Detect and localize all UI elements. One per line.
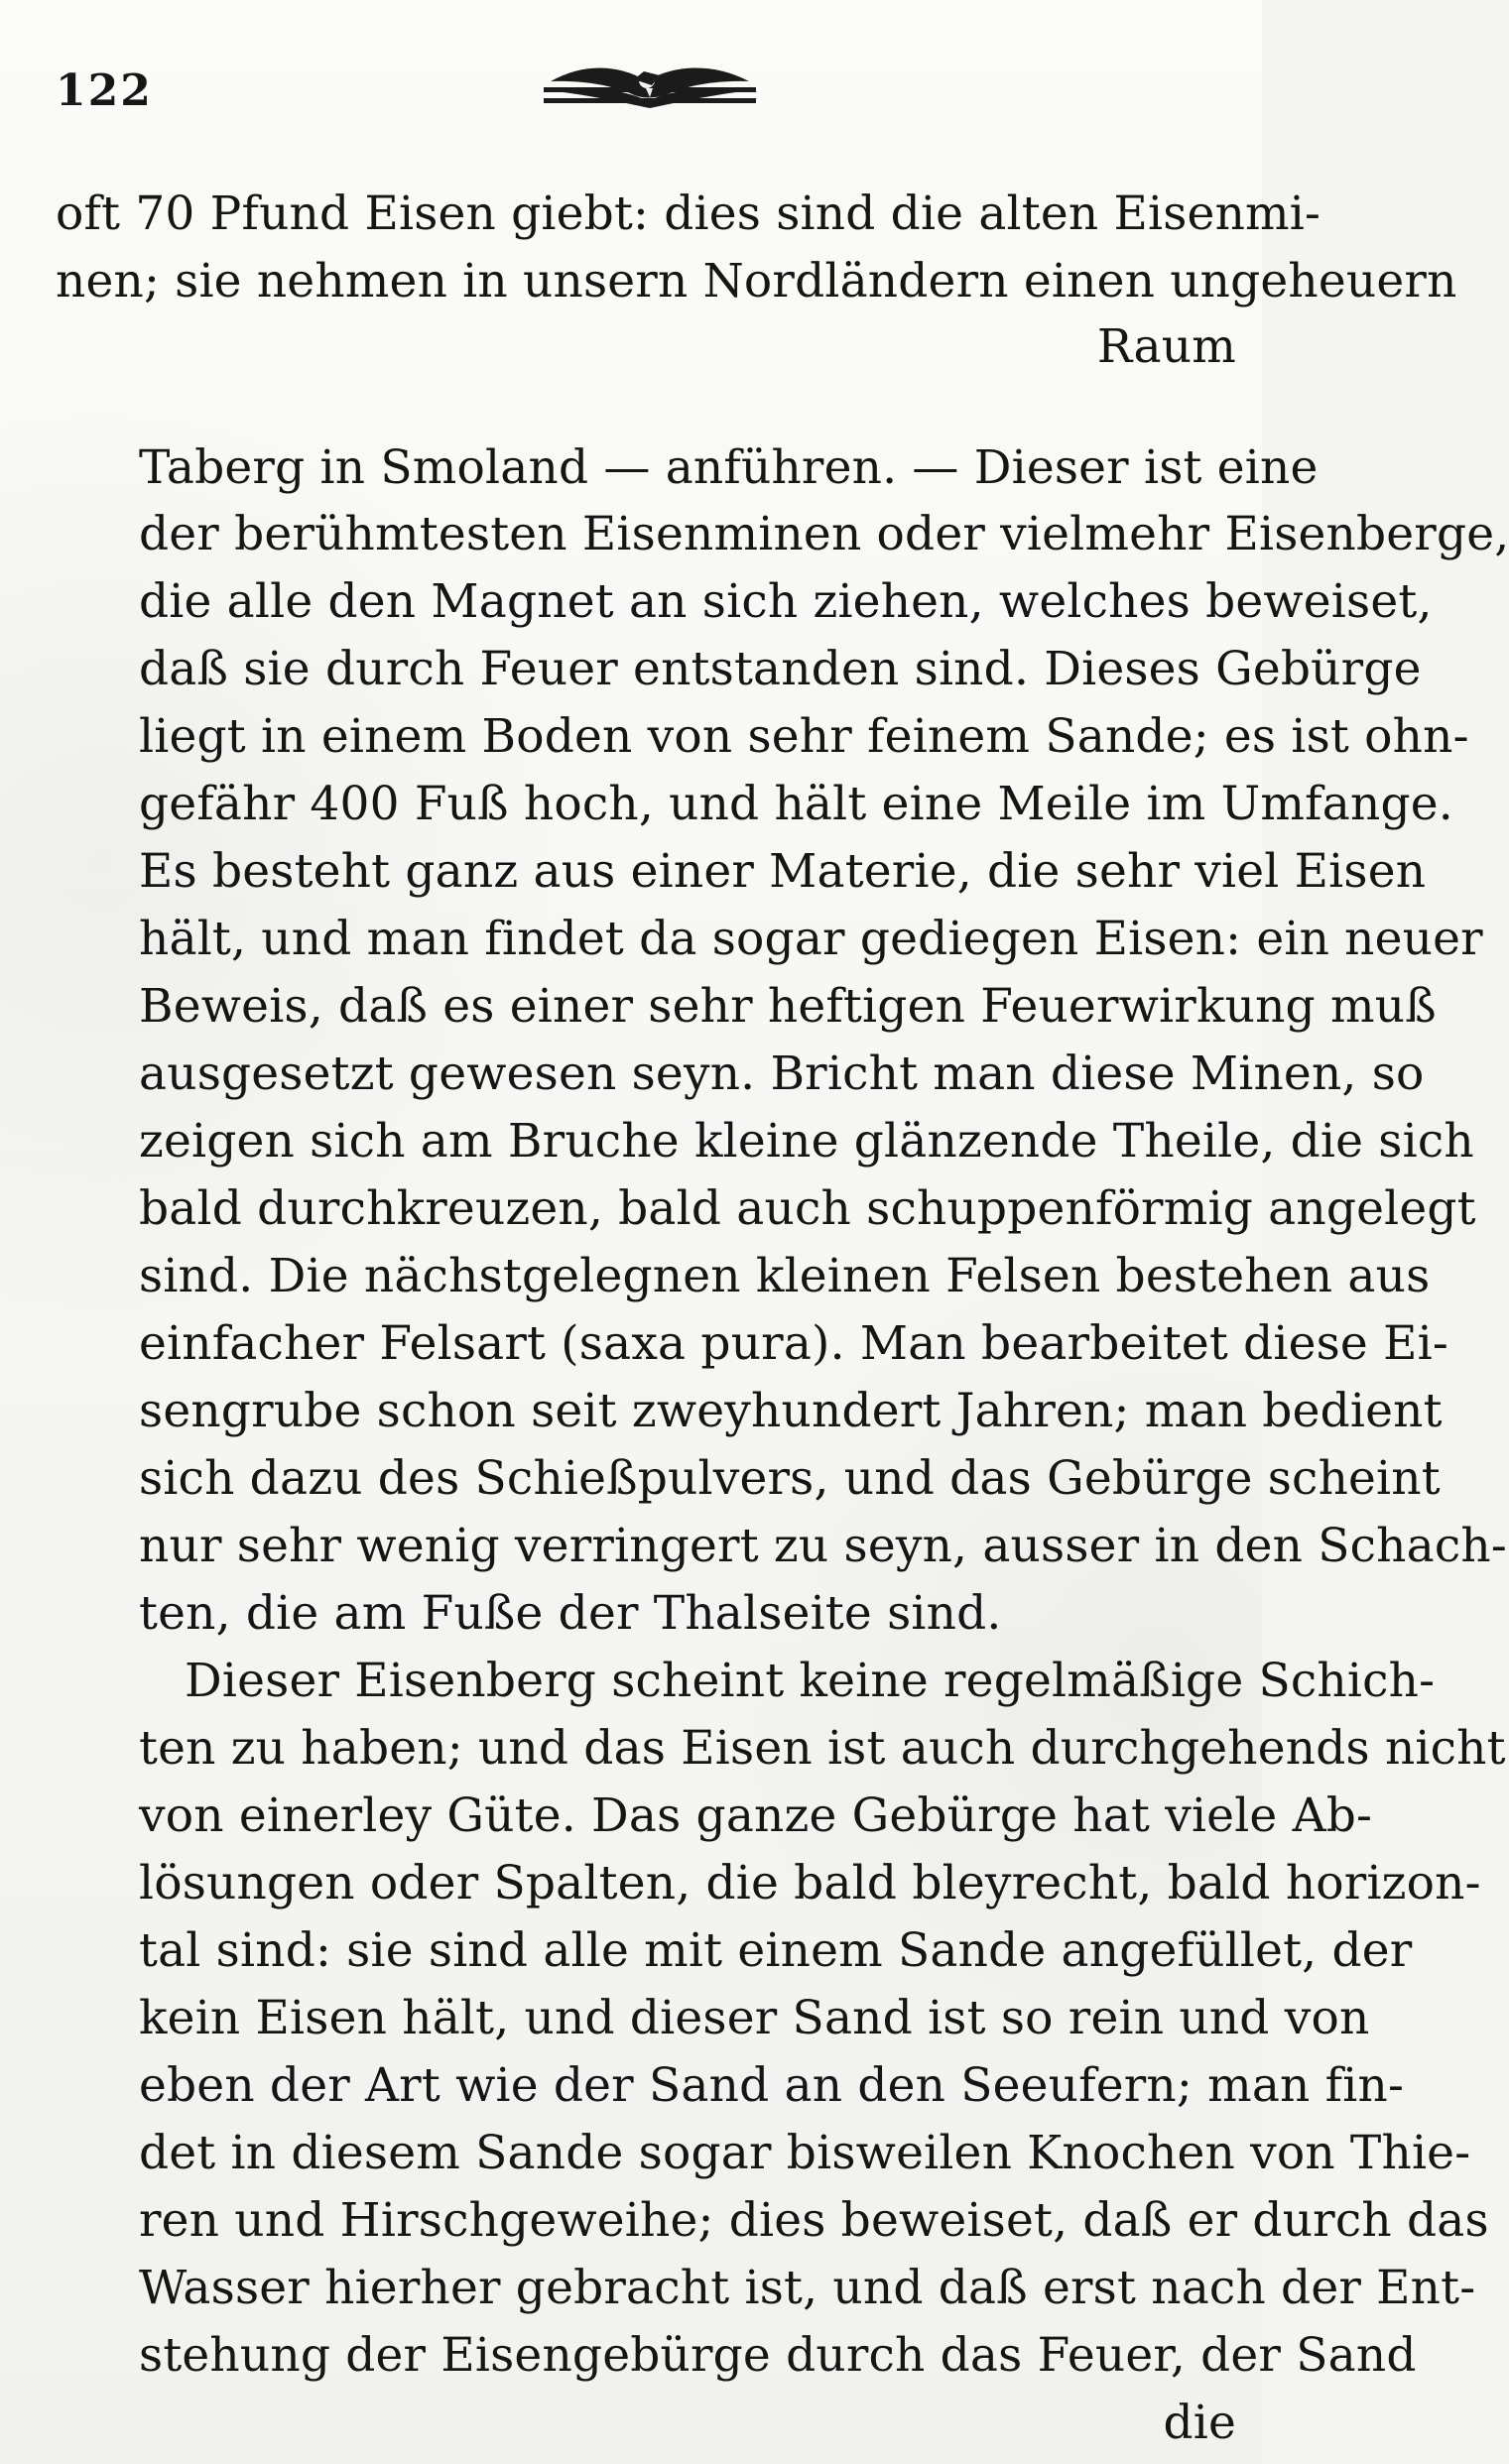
text-line: die alle den Magnet an sich ziehen, welches beweiset, (139, 574, 1433, 629)
text-line: bald durchkreuzen, bald auch schuppenförmig angelegt (139, 1181, 1476, 1236)
text-line: von einerley Güte. Das ganze Gebürge hat viele Ab- (139, 1788, 1373, 1843)
text-line: liegt in einem Boden von sehr feinem Sande; es ist ohn- (139, 709, 1469, 764)
text-line: nur sehr wenig verringert zu seyn, ausser in den Schach- (139, 1519, 1507, 1573)
text-line: einfacher Felsart (saxa pura). Man bearbeitet diese Ei- (139, 1316, 1448, 1371)
text-line: ten zu haben; und das Eisen ist auch durchgehends nicht (139, 1721, 1506, 1776)
page-number: 122 (56, 65, 153, 116)
page-ornament (544, 58, 756, 111)
text-line: oft 70 Pfund Eisen giebt: dies sind die alten Eisenmi- (56, 186, 1321, 241)
text-line: tal sind: sie sind alle mit einem Sande angefüllet, der (139, 1923, 1413, 1978)
text-line: Beweis, daß es einer sehr heftigen Feuerwirkung muß (139, 979, 1437, 1034)
text-line: Wasser hierher gebracht ist, und daß erst nach der Ent- (139, 2261, 1476, 2315)
text-line: Es besteht ganz aus einer Materie, die sehr viel Eisen (139, 844, 1427, 899)
text-line: stehung der Eisengebürge durch das Feuer, der Sand (139, 2328, 1417, 2383)
catchword: Raum (1096, 319, 1236, 374)
text-line: hält, und man findet da sogar gediegen Eisen: ein neuer (139, 912, 1483, 966)
text-line: der berühmtesten Eisenminen oder vielmehr Eisenberge, (139, 507, 1509, 561)
bottom-catchword: die (1163, 2396, 1236, 2450)
text-line: lösungen oder Spalten, die bald bleyrecht, bald horizon- (139, 1856, 1481, 1910)
text-line: sengrube schon seit zweyhundert Jahren; man bedient (139, 1384, 1443, 1438)
text-line: zeigen sich am Bruche kleine glänzende Theile, die sich (139, 1114, 1474, 1169)
text-line: kein Eisen hält, und dieser Sand ist so rein und von (139, 1991, 1370, 2045)
text-line: det in diesem Sande sogar bisweilen Knochen von Thie- (139, 2126, 1471, 2180)
text-line: nen; sie nehmen in unsern Nordländern einen ungeheuern (56, 254, 1457, 308)
text-line: gefähr 400 Fuß hoch, und hält eine Meile im Umfange. (139, 777, 1453, 831)
text-line: eben der Art wie der Sand an den Seeufern; man fin- (139, 2058, 1405, 2113)
text-line: ausgesetzt gewesen seyn. Bricht man diese Minen, so (139, 1047, 1425, 1101)
text-line: sich dazu des Schießpulvers, und das Gebürge scheint (139, 1451, 1441, 1506)
text-line: Taberg in Smoland — anführen. — Dieser ist eine (139, 440, 1319, 495)
text-line: Dieser Eisenberg scheint keine regelmäßige Schich- (185, 1654, 1436, 1708)
text-line: sind. Die nächstgelegnen kleinen Felsen bestehen aus (139, 1249, 1431, 1303)
text-line: daß sie durch Feuer entstanden sind. Dieses Gebürge (139, 642, 1422, 696)
text-line: ren und Hirschgeweihe; dies beweiset, daß er durch das (139, 2193, 1489, 2248)
text-line: ten, die am Fuße der Thalseite sind. (139, 1586, 1002, 1641)
